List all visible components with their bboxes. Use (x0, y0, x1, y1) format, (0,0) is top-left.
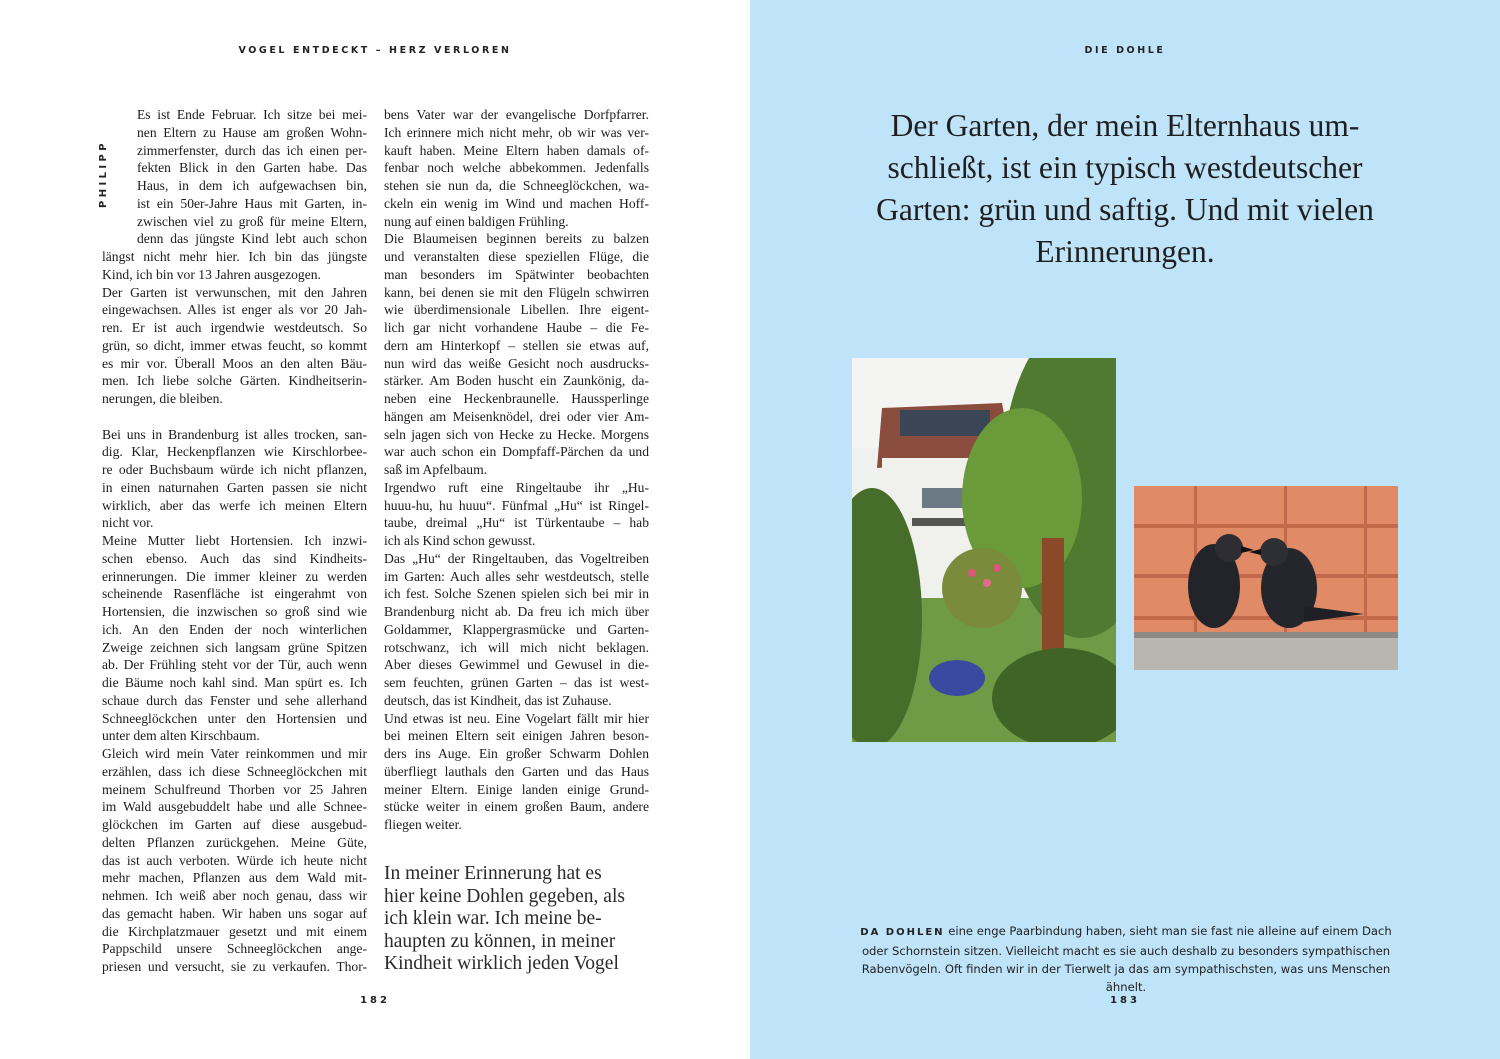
text-line: dern am Hinterkopf – stellen sie etwas auf, (384, 337, 649, 353)
pull-quote-line: ich klein war. Ich meine be- (384, 908, 602, 930)
text-line: mehr machen, Pflanzen aus dem Wald mit- (102, 870, 367, 886)
headline-line: schließt, ist ein typisch westdeutscher (887, 150, 1363, 185)
text-line: deutsch, das ist Kindheit, das ist Zuhause. (384, 692, 612, 708)
headline-line: Der Garten, der mein Elternhaus um- (890, 108, 1360, 143)
text-line: bens Vater war der evangelische Dorfpfarrer. (384, 107, 649, 122)
text-line: im Garten: Auch alles sehr westdeutsch, stelle (384, 568, 649, 584)
text-line: ren. Er ist auch irgendwie westdeutsch. So (102, 320, 367, 335)
pull-quote (384, 863, 654, 976)
text-line: wirklich, aber das werfe ich meinen Eltern (102, 497, 367, 513)
text-line: Es ist Ende Februar. Ich sitze bei mei- (137, 107, 367, 122)
text-line: hängen am Meisenknödel, drei oder vier Am- (384, 408, 649, 424)
pull-quote-line: Kindheit wirklich jeden Vogel (384, 953, 619, 975)
text-line: wie überdimensionale Libellen. Ihre eigent- (384, 302, 649, 318)
text-line: fekten Blick in den Garten habe. Das (137, 160, 367, 176)
text-line: rotschwanz, ich will mich nicht beklagen. (384, 639, 649, 655)
text-line: kann, bei denen sie mit den Flügeln schwirren (384, 284, 649, 300)
text-line: sem feuchten, grünen Garten – das ist west- (384, 675, 649, 690)
running-head-right: DIE DOHLE (1084, 45, 1166, 56)
caption-text: eine enge Paarbindung haben, sieht man sie fast nie alleine auf einem Dach oder Schornstein sitzen. Vielleicht macht es sie auch deshalb zu besonders sympathischen Rabenvögeln. Oft finden wir in der Tierwelt ja das am sympathischsten, was uns Menschen ähnelt. (861, 924, 1392, 994)
text-line: meinem Schulfreund Thorben vor 25 Jahren (102, 781, 367, 797)
text-line: ab. Der Frühling steht vor der Tür, auch wenn (102, 657, 367, 673)
text-line: das gemacht haben. Wir haben uns sogar auf (102, 905, 367, 921)
text-line: ckeln ein wenig im Wind und machen Hoff- (384, 195, 649, 211)
author-label: PHILIPP (98, 140, 109, 208)
text-line: zwischen viel zu groß für meine Eltern, (137, 213, 367, 229)
text-line: schaue durch das Fenster und sehe allerhand (102, 692, 367, 708)
text-line: nicht vor. (102, 515, 154, 531)
text-line: erzählen, dass ich diese Schneeglöckchen mit (102, 763, 367, 779)
text-line: zimmerfenster, durch das ich einen per- (137, 142, 367, 158)
text-line: Bei uns in Brandenburg ist alles trocken, san- (102, 426, 367, 442)
text-line: neben eine Heckenbraunelle. Haussperlinge (384, 391, 649, 406)
text-line: dig. Klar, Heckenpflanzen wie Kirschlorbee- (102, 444, 367, 460)
text-line: nung auf einen baldigen Frühling. (384, 213, 569, 229)
text-line: in einen naturnahen Garten passen sie nicht (102, 479, 367, 495)
text-line: huuu-hu, hu huuu“. Fünfmal „Hu“ ist Ringel- (384, 497, 649, 513)
text-line: längst nicht mehr hier. Ich bin das jüngste (102, 249, 367, 264)
text-line: überfliegt lauthals den Garten und das Haus (384, 763, 649, 779)
text-line: Die Blaumeisen beginnen bereits zu balzen (384, 231, 649, 247)
text-line: Hortensien, die inzwischen so groß sind wie (102, 604, 367, 619)
pull-quote-line: haupten zu können, in meiner (384, 930, 616, 952)
text-line: nehmen. Ich weiß aber noch genau, dass wir (102, 888, 367, 903)
text-line: die Bäume noch kahl sind. Man spürt es. Ich (102, 675, 367, 690)
text-line: fliegen weiter. (384, 817, 462, 832)
text-line: denn das jüngste Kind lebt auch schon (137, 231, 367, 247)
text-line: ich. An den Enden der noch winterlichen (102, 621, 367, 637)
text-line: meiner Eltern. Einige landen einige Grund- (384, 781, 649, 797)
text-line: grün, so dicht, immer etwas feucht, so kommt (102, 337, 367, 353)
text-line: priesen und versucht, sie zu verkaufen. Thor- (102, 959, 367, 974)
text-line: stärker. Am Boden huscht ein Zaunkönig, da- (384, 373, 649, 389)
text-line: eingewachsen. Alles ist enger als vor 20 Jah- (102, 302, 367, 318)
text-line: nerungen, die bleiben. (102, 391, 223, 406)
garden-photo (852, 358, 1116, 742)
text-line: Ich erinnere mich nicht mehr, ob wir was ver- (384, 124, 649, 140)
headline (840, 105, 1410, 273)
text-line: Zweige zeichnen sich langsam grüne Spitzen (102, 639, 367, 655)
text-line: delten Pflanzen zurückgehen. Meine Güte, (102, 834, 367, 850)
text-line: glöckchen im Garten auf diese ausgebud- (102, 817, 367, 832)
text-line: Irgendwo ruft eine Ringeltaube ihr „Hu- (384, 479, 649, 495)
text-line: kauft haben. Meine Eltern haben damals of- (384, 142, 649, 158)
text-line: im Wald ausgebuddelt habe und alle Schnee- (102, 799, 367, 815)
caption-lead: DA DOHLEN (860, 927, 945, 938)
text-line: Aber dieses Gewimmel und Gewusel in die- (384, 657, 649, 673)
text-line: war auch schon ein Dompfaff-Pärchen da und (384, 444, 649, 460)
headline-line: Erinnerungen. (1035, 234, 1215, 269)
jackdaws-photo (1134, 486, 1398, 670)
text-line: scheinende Rasenfläche ist eingerahmt von (102, 586, 367, 602)
text-line: die Kirchplatzmauer gesetzt und mit einem (102, 923, 367, 939)
text-line: Pappschild unsere Schneeglöckchen ange- (102, 941, 367, 957)
text-line: unter dem alten Kirschbaum. (102, 728, 260, 744)
running-head-left: VOGEL ENTDECKT – HERZ VERLOREN (238, 45, 512, 56)
text-line: lich gar nicht vorhandene Haube – die Fe- (384, 320, 649, 335)
text-line: Kind, ich bin vor 13 Jahren ausgezogen. (102, 266, 321, 282)
pull-quote-line: In meiner Erinnerung hat es (384, 863, 602, 884)
headline-line: Garten: grün und saftig. Und mit vielen (876, 192, 1374, 227)
text-line: stücke weiter in einem großen Baum, andere (384, 799, 649, 815)
text-line: bei meinen Eltern seit einigen Jahren beson- (384, 728, 649, 744)
text-line: Brandenburg nicht ab. Da freu ich mich über (384, 604, 649, 619)
text-line: fenbar noch welche abbekommen. Jedenfalls (384, 160, 649, 176)
text-line: schen ebenso. Auch das sind Kindheits- (102, 550, 367, 566)
text-line: Und etwas ist neu. Eine Vogelart fällt mir hier (384, 710, 649, 726)
text-line: stehen sie nun da, die Schneeglöckchen, wa- (384, 178, 649, 193)
text-line: ich fest. Solche Szenen spielen sich bei mir in (384, 586, 649, 602)
text-line: nun wird das weiße Gesicht noch ausdrucks- (384, 355, 649, 371)
text-line: re oder Buchsbaum würde ich nicht pflanzen, (102, 462, 367, 477)
text-line: Goldammer, Klappergrasmücke und Garten- (384, 621, 649, 637)
text-column-1 (102, 106, 367, 976)
text-line: und veranstalten diese speziellen Flüge, die (384, 249, 649, 264)
text-line: Das „Hu“ der Ringeltauben, das Vogeltreiben (384, 550, 649, 566)
text-line: erinnerungen. Die immer kleiner zu werden (102, 568, 367, 584)
photo-caption (848, 922, 1404, 996)
text-line: men. Ich liebe solche Gärten. Kindheitserin- (102, 373, 367, 389)
text-line: Der Garten ist verwunschen, mit den Jahren (102, 284, 367, 300)
text-line: Gleich wird mein Vater reinkommen und mir (102, 746, 367, 761)
text-line: Haus, in dem ich aufgewachsen bin, (137, 178, 367, 193)
page-number-left: 182 (360, 995, 390, 1006)
text-line: ders ins Auge. Ein großer Schwarm Dohlen (384, 746, 649, 761)
text-line: das ist auch verboten. Würde ich heute nicht (102, 852, 367, 868)
text-line: taube, dreimal „Hu“ ist Türkentaube – hab (384, 515, 649, 531)
page-number-right: 183 (1110, 995, 1140, 1006)
text-line: saß im Apfelbaum. (384, 462, 488, 477)
text-line: nen Eltern zu Hause am großen Wohn- (137, 124, 367, 140)
text-line: seln jagen sich von Hecke zu Hecke. Morgens (384, 426, 649, 442)
text-line: es mir vor. Überall Moos an den alten Bäu- (102, 355, 367, 371)
pull-quote-line: hier keine Dohlen gegeben, als (384, 885, 625, 907)
text-line: ist ein 50er-Jahre Haus mit Garten, in- (137, 195, 367, 211)
text-line: Schneeglöckchen unter den Hortensien und (102, 710, 367, 726)
text-line: man besonders im Spätwinter beobachten (384, 266, 649, 282)
text-line: Meine Mutter liebt Hortensien. Ich inzwi- (102, 533, 367, 548)
text-column-2 (384, 106, 649, 834)
text-line: ich als Kind schon gewusst. (384, 533, 536, 548)
